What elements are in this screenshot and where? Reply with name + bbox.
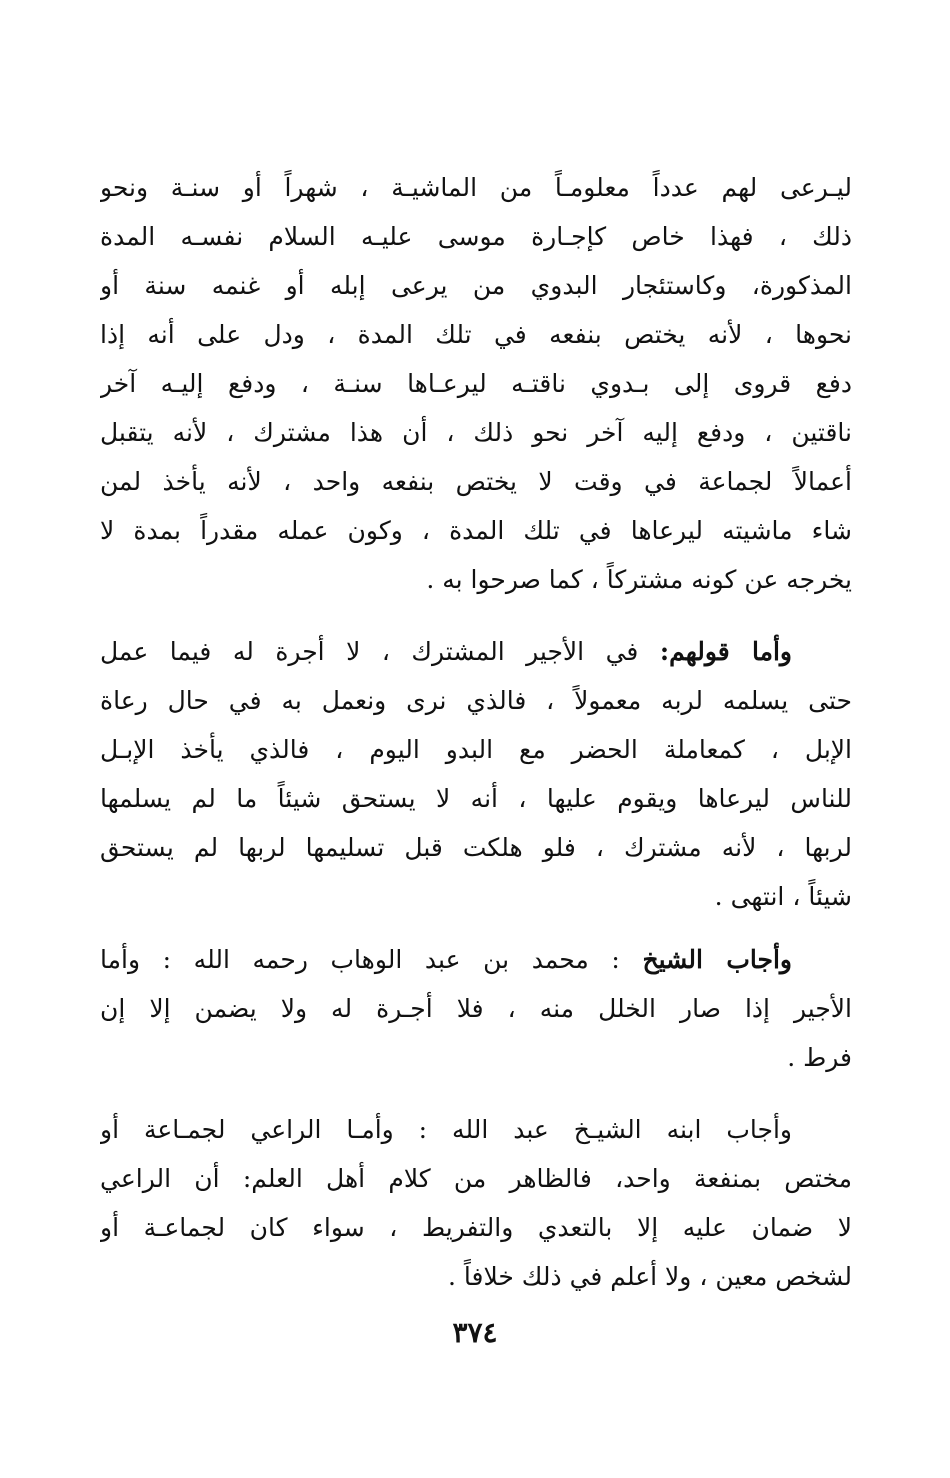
text-line: ذلك ، فهذا خاص كإجـارة موسى عليـه السلام نفسـه المدة <box>100 222 852 251</box>
paragraph-first-line <box>100 627 852 676</box>
text-line: فرط . <box>787 1043 852 1072</box>
text-line: المذكورة، وكاستئجار البدوي من يرعى إبله أو غنمه سنة أو <box>100 271 852 300</box>
paragraph-first-line-text: : محمد بن عبد الوهاب رحمه الله : وأما <box>100 945 643 974</box>
paragraph-2 <box>100 627 852 921</box>
paragraph-lead: وأجاب الشيخ <box>642 945 792 974</box>
text-line: لشخص معين ، ولا أعلم في ذلك خلافاً . <box>448 1262 852 1291</box>
text-line: الإبل ، كمعاملة الحضر مع البدو اليوم ، فالذي يأخذ الإبـل <box>100 735 852 764</box>
paragraph-first-line-text: في الأجير المشترك ، لا أجرة له فيما عمل <box>100 637 660 666</box>
text-line: وأجاب ابنه الشيـخ عبد الله : وأمـا الراعي لجمـاعة أو <box>100 1115 792 1144</box>
text-line: لا ضمان عليه إلا بالتعدي والتفريط ، سواء كان لجماعـة أو <box>100 1213 852 1242</box>
text-line: أعمالاً لجماعة في وقت لا يختص بنفعه واحد ، لأنه يأخذ لمن <box>100 467 852 496</box>
page-number: ٣٧٤ <box>452 1316 498 1349</box>
text-line: للناس ليرعاها ويقوم عليها ، أنه لا يستحق شيئاً ما لم يسلمها <box>100 784 852 813</box>
text-line: ناقتين ، ودفع إليه آخر نحو ذلك ، أن هذا مشترك ، لأنه يتقبل <box>100 418 852 447</box>
text-line: الأجير إذا صار الخلل منه ، فلا أجـرة له ولا يضمن إلا إن <box>100 994 852 1023</box>
text-line: نحوها ، لأنه يختص بنفعه في تلك المدة ، ودل على أنه إذا <box>100 320 852 349</box>
paragraph-4 <box>100 1105 852 1301</box>
paragraph-1 <box>100 163 852 604</box>
text-line: مختص بمنفعة واحد، فالظاهر من كلام أهل العلم: أن الراعي <box>100 1164 852 1193</box>
text-line: ليـرعى لهم عدداً معلومـاً من الماشيـة ، شهراً أو سنـة ونحو <box>100 173 852 202</box>
text-line: حتى يسلمه لربه معمولاً ، فالذي نرى ونعمل به في حال رعاة <box>100 686 852 715</box>
text-line: يخرجه عن كونه مشتركاً ، كما صرحوا به . <box>426 565 852 594</box>
text-line: لربها ، لأنه مشترك ، فلو هلكت قبل تسليمها لربها لم يستحق <box>100 833 852 862</box>
text-line: دفع قروى إلى بـدوي ناقتـه ليرعـاها سنـة ، ودفع إليـه آخر <box>100 369 852 398</box>
text-line: شاء ماشيته ليرعاها في تلك المدة ، وكون عمله مقدراً بمدة لا <box>100 516 852 545</box>
paragraph-first-line <box>100 935 852 984</box>
text-line: شيئاً ، انتهى . <box>714 882 852 911</box>
paragraph-lead: وأما قولهم: <box>659 637 792 666</box>
paragraph-3 <box>100 935 852 1082</box>
